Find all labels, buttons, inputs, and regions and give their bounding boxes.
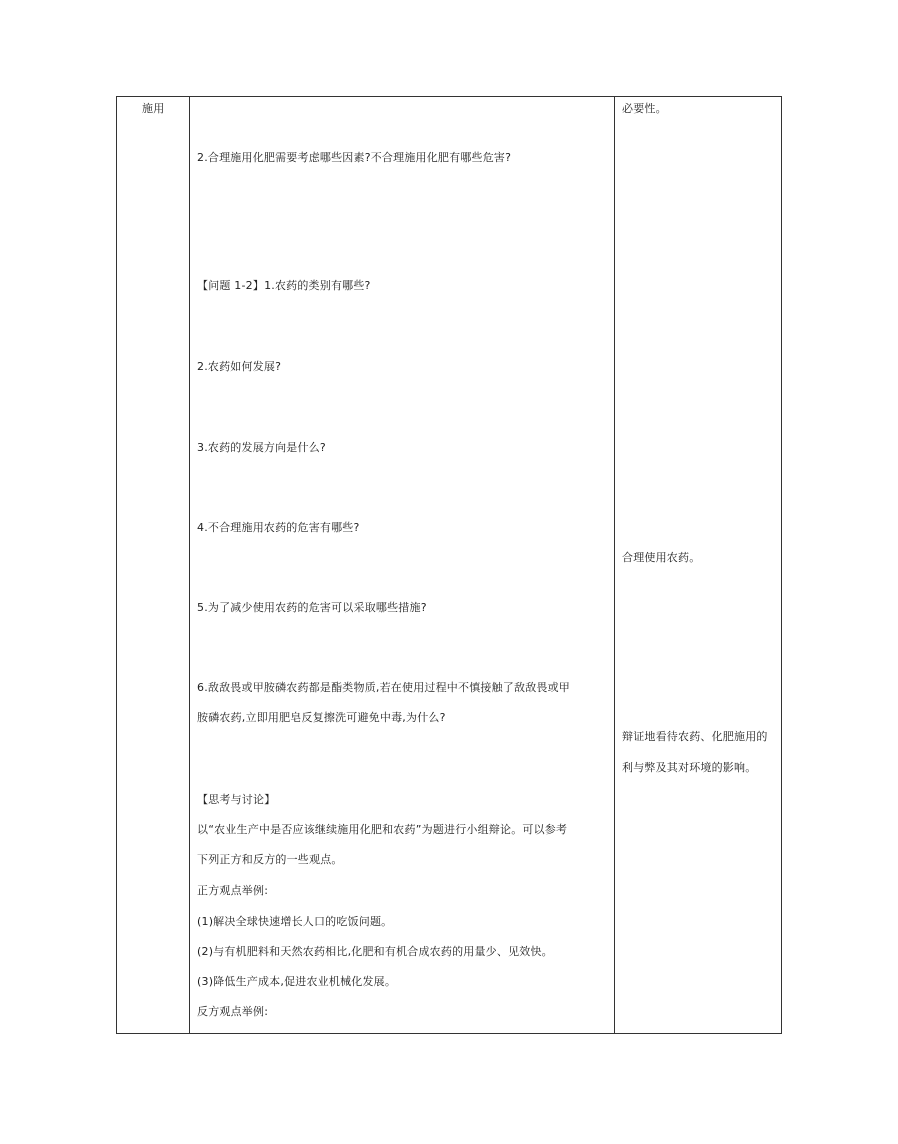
note-necessity: 必要性。 xyxy=(622,102,667,115)
pro-viewpoint-header: 正方观点举例: xyxy=(197,884,269,897)
pro-viewpoint-3: (3)降低生产成本,促进农业机械化发展。 xyxy=(197,975,397,988)
note-dialectic-line-1: 辩证地看待农药、化肥施用的 xyxy=(622,730,768,743)
note-dialectic-line-2: 利与弊及其对环境的影响。 xyxy=(622,761,757,774)
discussion-intro-line-1: 以“农业生产中是否应该继续施用化肥和农药”为题进行小组辩论。可以参考 xyxy=(197,823,568,836)
question-pesticide-3: 3.农药的发展方向是什么? xyxy=(197,441,326,454)
con-viewpoint-header: 反方观点举例: xyxy=(197,1005,269,1018)
question-fertilizer-2: 2.合理施用化肥需要考虑哪些因素?不合理施用化肥有哪些危害? xyxy=(197,151,512,164)
column-divider-left xyxy=(189,97,190,1033)
question-pesticide-6-line-2: 胺磷农药,立即用肥皂反复擦洗可避免中毒,为什么? xyxy=(197,711,446,724)
lesson-table xyxy=(116,96,782,1034)
question-pesticide-4: 4.不合理施用农药的危害有哪些? xyxy=(197,521,360,534)
problem-1-2-question-1: 【问题 1-2】1.农药的类别有哪些? xyxy=(197,279,371,292)
pro-viewpoint-1: (1)解决全球快速增长人口的吃饭问题。 xyxy=(197,915,393,928)
question-pesticide-2: 2.农药如何发展? xyxy=(197,360,282,373)
section-label: 施用 xyxy=(142,102,165,115)
column-divider-right xyxy=(614,97,615,1033)
pro-viewpoint-2: (2)与有机肥料和天然农药相比,化肥和有机合成农药的用量少、见效快。 xyxy=(197,945,553,958)
question-pesticide-5: 5.为了减少使用农药的危害可以采取哪些措施? xyxy=(197,601,427,614)
question-pesticide-6-line-1: 6.敌敌畏或甲胺磷农药都是酯类物质,若在使用过程中不慎接触了敌敌畏或甲 xyxy=(197,681,570,694)
note-rational-use: 合理使用农药。 xyxy=(622,551,701,564)
discussion-intro-line-2: 下列正方和反方的一些观点。 xyxy=(197,853,343,866)
discussion-header: 【思考与讨论】 xyxy=(197,793,276,806)
